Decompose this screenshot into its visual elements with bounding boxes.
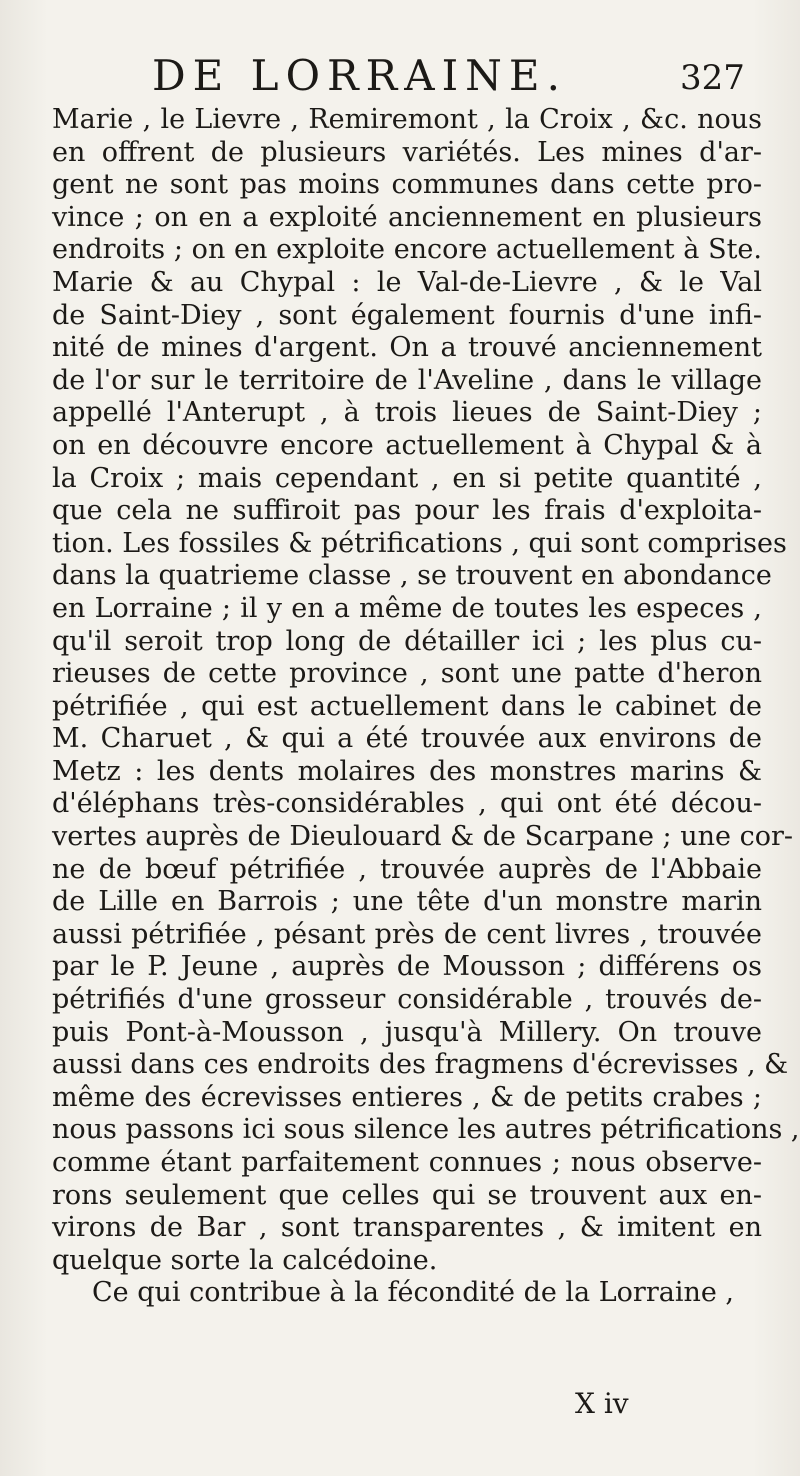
text-line: appellé l'Anterupt , à trois lieues de Saint-Diey ; (52, 397, 762, 429)
text-line: quelque sorte la calcédoine. (52, 1244, 438, 1276)
text-line: qu'il seroit trop long de détailler ici ; les plus cu- (52, 625, 762, 657)
text-line: on en découvre encore actuellement à Chypal & à (52, 429, 762, 461)
text-line: tion. Les fossiles & pétrifications , qui sont comprises (52, 527, 787, 559)
body-text (52, 104, 800, 1310)
text-line: endroits ; on en exploite encore actuellement à Ste. (52, 234, 762, 266)
text-line: vertes auprès de Dieulouard & de Scarpane ; une cor- (52, 821, 793, 853)
text-line: Marie & au Chypal : le Val-de-Lievre , & le Val (52, 266, 762, 298)
text-line: puis Pont-à-Mousson , jusqu'à Millery. On trouve (52, 1016, 762, 1048)
text-line: vince ; on en a exploité anciennement en plusieurs (52, 201, 762, 233)
text-line: rons seulement que celles qui se trouvent aux en- (52, 1179, 762, 1211)
text-line: nité de mines d'argent. On a trouvé anciennement (52, 332, 762, 364)
signature-mark: X iv (575, 1387, 629, 1420)
text-line: Marie , le Lievre , Remiremont , la Croix , &c. nous (52, 104, 762, 135)
text-line: Ce qui contribue à la fécondité de la Lorraine , (92, 1277, 734, 1309)
text-line: par le P. Jeune , auprès de Mousson ; différens os (52, 951, 762, 983)
text-line: aussi dans ces endroits des fragmens d'écrevisses , & (52, 1049, 789, 1081)
text-line: Metz : les dents molaires des monstres marins & (52, 755, 762, 787)
text-line: de l'or sur le territoire de l'Aveline , dans le village (52, 364, 762, 396)
text-line: de Saint-Diey , sont également fournis d'une infi- (52, 299, 762, 331)
text-line: la Croix ; mais cependant , en si petite quantité , (52, 462, 762, 494)
page-number: 327 (680, 58, 745, 98)
text-line: virons de Bar , sont transparentes , & imitent en (52, 1212, 762, 1244)
text-line: d'éléphans très-considérables , qui ont été décou- (52, 788, 762, 820)
text-line: dans la quatrieme classe , se trouvent en abondance (52, 560, 772, 592)
text-line: comme étant parfaitement connues ; nous observe- (52, 1147, 762, 1178)
text-line: ne de bœuf pétrifiée , trouvée auprès de l'Abbaie (52, 853, 762, 885)
text-line: que cela ne suffiroit pas pour les frais d'exploita- (52, 495, 762, 527)
text-line: même des écrevisses entieres , & de petits crabes ; (52, 1081, 762, 1113)
text-line: rieuses de cette province , sont une patte d'heron (52, 658, 762, 690)
text-line: pétrifiés d'une grosseur considérable , trouvés de- (52, 984, 762, 1016)
text-line: pétrifiée , qui est actuellement dans le cabinet de (52, 690, 762, 722)
text-line: gent ne sont pas moins communes dans cette pro- (52, 169, 762, 201)
text-line: de Lille en Barrois ; une tête d'un monstre marin (52, 886, 762, 918)
running-title: DE LORRAINE. (152, 51, 567, 100)
text-line: aussi pétrifiée , pésant près de cent livres , trouvée (52, 918, 762, 950)
page-header (0, 50, 800, 102)
text-line: en offrent de plusieurs variétés. Les mines d'ar- (52, 136, 762, 168)
text-line: M. Charuet , & qui a été trouvée aux environs de (52, 723, 762, 755)
text-line: en Lorraine ; il y en a même de toutes les especes , (52, 592, 762, 624)
text-line: nous passons ici sous silence les autres pétrifications , (52, 1114, 800, 1146)
